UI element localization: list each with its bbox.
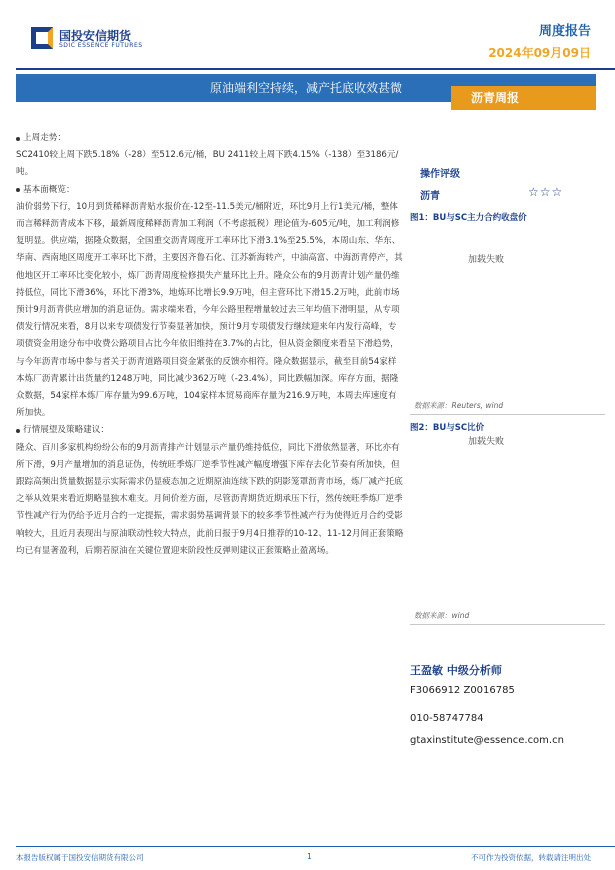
footer-disclaimer: 不可作为投资依据，转载请注明出处 <box>471 853 591 862</box>
page-number: 1 <box>307 852 312 861</box>
figure-1-title: 图1：BU与SC主力合约收盘价 <box>410 213 527 223</box>
paragraph: 隆众、百川多家机构纷纷公布的9月沥青排产计划显示产量仍维持低位，同比下滑依然显著，环比亦有所下滑，9月产量增加的消息证伪，传统旺季炼厂逆季节性减产幅度增强下库存去化节奏有所加快，但跟踪高频出货量数据显示实际需求仍显疲态加之近期原油连续下跌的阴影笼罩沥青市场，炼厂减产托底之举从效果来看近期略显独木难支。月间价差方面，尽管沥青期货近期承压下行，然传统旺季炼厂逆季节性减产行为仍给予近月合约一定提振，需求弱势基调背景下的较多季节性减产行为使得近月合约受影响较大，且近月表现出与原油联动性较大特点，此前日报于9月4日推荐的10-12、11-12月间正套策略均已有显著盈利，后期若原油在关键位置迎来阶段性反弹则建议正套策略止盈离场。 <box>16 442 404 556</box>
figure-1-placeholder: 加载失败 <box>468 255 505 265</box>
logo-mark-icon <box>31 27 53 49</box>
analyst-email[interactable]: gtaxinstitute@essence.com.cn <box>410 735 564 746</box>
figure-1-source: 数据来源：Reuters, wind <box>414 401 504 410</box>
analyst-name: 王盈敏 中级分析师 <box>410 664 502 677</box>
header-divider <box>16 68 615 70</box>
figure-2-title: 图2：BU与SC比价 <box>410 423 485 433</box>
report-date: 2024年09月09日 <box>488 46 591 60</box>
rating-item: 沥青 <box>420 191 440 202</box>
analyst-phone: 010-58747784 <box>410 713 484 724</box>
report-type: 周度报告 <box>538 24 591 39</box>
section-heading <box>16 182 404 199</box>
figure-2-source: 数据来源：wind <box>414 611 470 620</box>
bullet-icon <box>16 429 20 433</box>
section-heading-text: 行情展望及策略建议： <box>23 425 109 436</box>
paragraph: 油价弱势下行，10月到货稀释沥青贴水报价在-12至-11.5美元/桶附近，环比9月上行1美元/桶，整体而言稀释沥青成本下移，最新周度稀释沥青加工利润（不考虑抵税）理论值为-605元/吨，加工利润修复明显。供应端，据隆众数据，全国重交沥青周度开工率环比下滑3.1%至25.5%，本周山东、华东、华南、西南地区周度开工率环比下滑，主要因齐鲁石化、江苏新海转产，中油高富、中海沥青停产，其他地区开工率环比变化较小，炼厂沥青周度检修损失产量环比上升。隆众公布的9月沥青计划产量仍维持低位，同比下滑36%，环比下滑3%，地炼环比增长9.9万吨，但主营环比下滑15.2万吨，此前市场预计9月沥青供应增加的消息证伪。需求端来看，今年公路里程增量较过去三年均值下滑明显，从专项债发行情况来看，8月以来专项债发行节奏显著加快，预计9月专项债发行继续迎来年内发行高峰，专项债资金用途分布中收费公路项目占比今年依旧维持在3.7%的占比，但从资金额度来看呈下滑趋势，与今年沥青市场中参与者关于沥青道路项目资金紧张的反馈亦相符。隆众数据显示，截至目前54家样本炼厂沥青累计出货量约1248万吨，同比减少362万吨（-23.4%），同比跌幅加深。库存方面，据隆众数据，54家样本炼厂库存量为99.6万吨，104家样本贸易商库存量为216.9万吨，本周去库速度有所加快。 <box>16 201 403 419</box>
section-fundamentals <box>16 182 404 423</box>
figure-divider <box>410 624 605 625</box>
logo-name-cn: 国投安信期货 <box>59 29 132 43</box>
section-heading <box>16 130 404 147</box>
section-outlook <box>16 422 404 560</box>
bullet-icon <box>16 137 20 141</box>
section-heading-text: 上周走势： <box>23 133 66 143</box>
paragraph: SC2410较上周下跌5.18%（-28）至512.6元/桶，BU 2411较上周下跌4.15%（-138）至3186元/吨。 <box>16 150 399 178</box>
footer-copyright: 本报告版权属于国投安信期货有限公司 <box>16 853 144 862</box>
section-last-week <box>16 130 404 182</box>
main-content <box>16 130 404 560</box>
section-heading-text: 基本面概览： <box>23 184 75 195</box>
report-header <box>0 0 615 72</box>
report-title: 原油端利空持续，减产托底收效甚微 <box>209 81 402 95</box>
section-heading <box>16 422 404 439</box>
analyst-cert: F3066912 Z0016785 <box>410 685 515 696</box>
figure-2-placeholder: 加载失败 <box>468 437 505 447</box>
company-logo <box>31 27 141 55</box>
rating-heading: 操作评级 <box>420 169 460 180</box>
report-category-tag: 沥青周报 <box>451 86 596 110</box>
figure-divider <box>410 414 605 415</box>
bullet-icon <box>16 188 20 192</box>
logo-name-en: SDIC ESSENCE FUTURES <box>59 42 143 49</box>
footer-divider <box>16 846 615 847</box>
rating-stars-icon: ☆☆☆ <box>528 185 564 199</box>
